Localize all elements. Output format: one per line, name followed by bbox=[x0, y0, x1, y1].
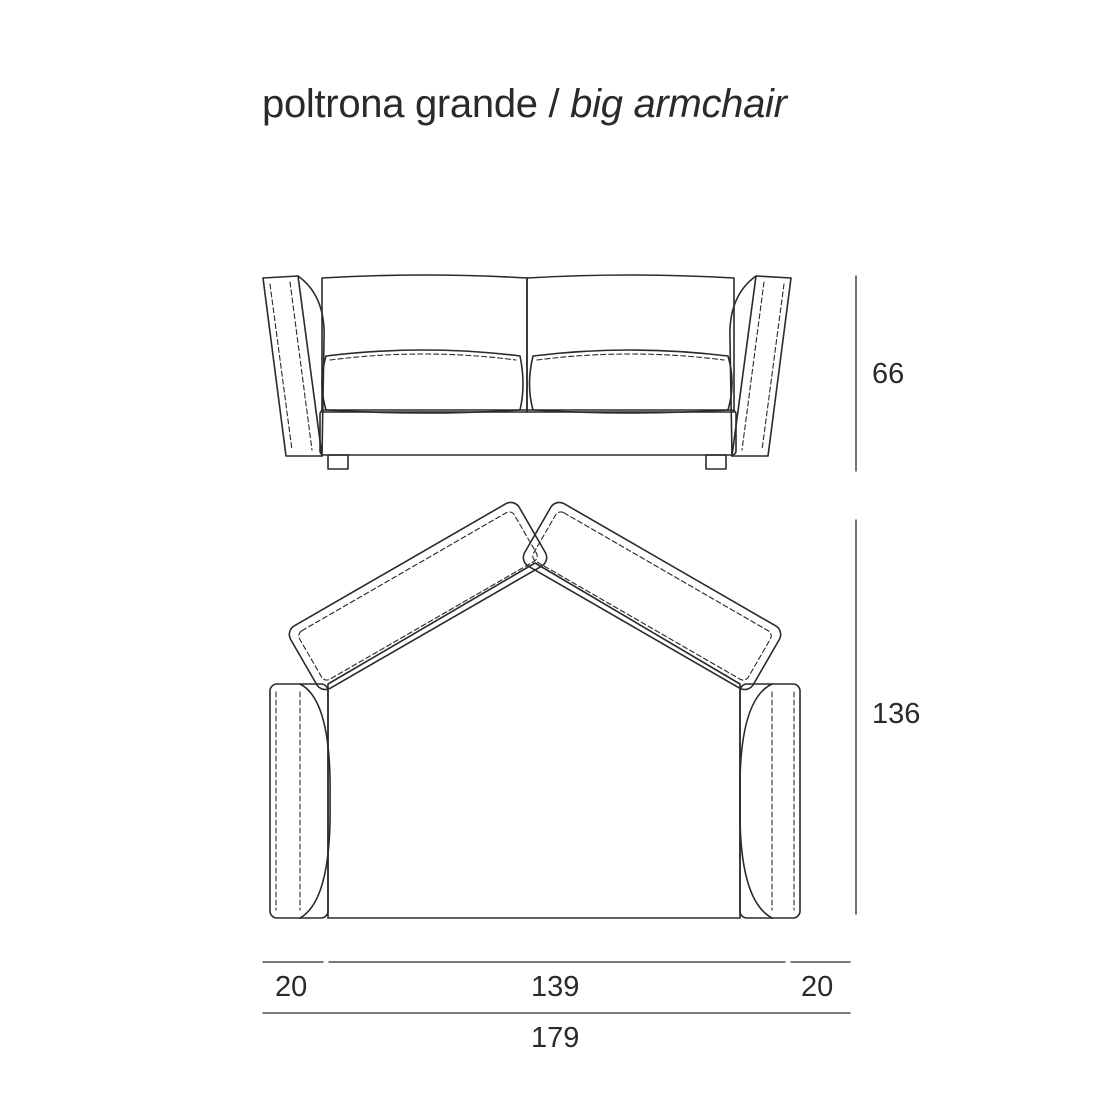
arm-right-width-label: 20 bbox=[801, 971, 834, 1003]
top-arm-left bbox=[270, 684, 328, 918]
front-arm-right-stitch bbox=[742, 282, 784, 450]
total-width-label: 179 bbox=[531, 1022, 580, 1054]
top-arm-right-padding bbox=[740, 684, 772, 918]
seat-width-label: 139 bbox=[531, 971, 580, 1003]
title-main: poltrona grande bbox=[262, 82, 538, 126]
front-leg-left bbox=[328, 455, 348, 469]
front-seat-cushion-left bbox=[322, 350, 523, 413]
front-seat-stitch-left bbox=[330, 354, 516, 360]
top-back-cushion-right bbox=[520, 499, 785, 693]
depth-label: 136 bbox=[872, 698, 921, 730]
top-back-cushion-left bbox=[286, 499, 551, 693]
front-arm-left-stitch bbox=[270, 282, 312, 450]
title-separator: / bbox=[537, 82, 571, 126]
front-seat-cushion-right bbox=[530, 350, 733, 413]
top-arm-right bbox=[740, 684, 800, 918]
top-arm-right-stitch bbox=[772, 692, 794, 910]
top-arm-left-padding bbox=[300, 684, 330, 918]
front-back-cushion-left bbox=[322, 275, 527, 412]
front-seat-stitch-right bbox=[537, 354, 724, 360]
front-view bbox=[263, 275, 791, 469]
front-leg-right bbox=[706, 455, 726, 469]
top-view bbox=[270, 499, 800, 918]
top-seat bbox=[328, 563, 740, 918]
height-label: 66 bbox=[872, 358, 905, 390]
arm-left-width-label: 20 bbox=[275, 971, 308, 1003]
title-english: big armchair bbox=[570, 82, 787, 126]
top-arm-left-stitch bbox=[276, 692, 300, 910]
front-base bbox=[320, 410, 736, 455]
front-back-cushion-right bbox=[527, 275, 734, 412]
